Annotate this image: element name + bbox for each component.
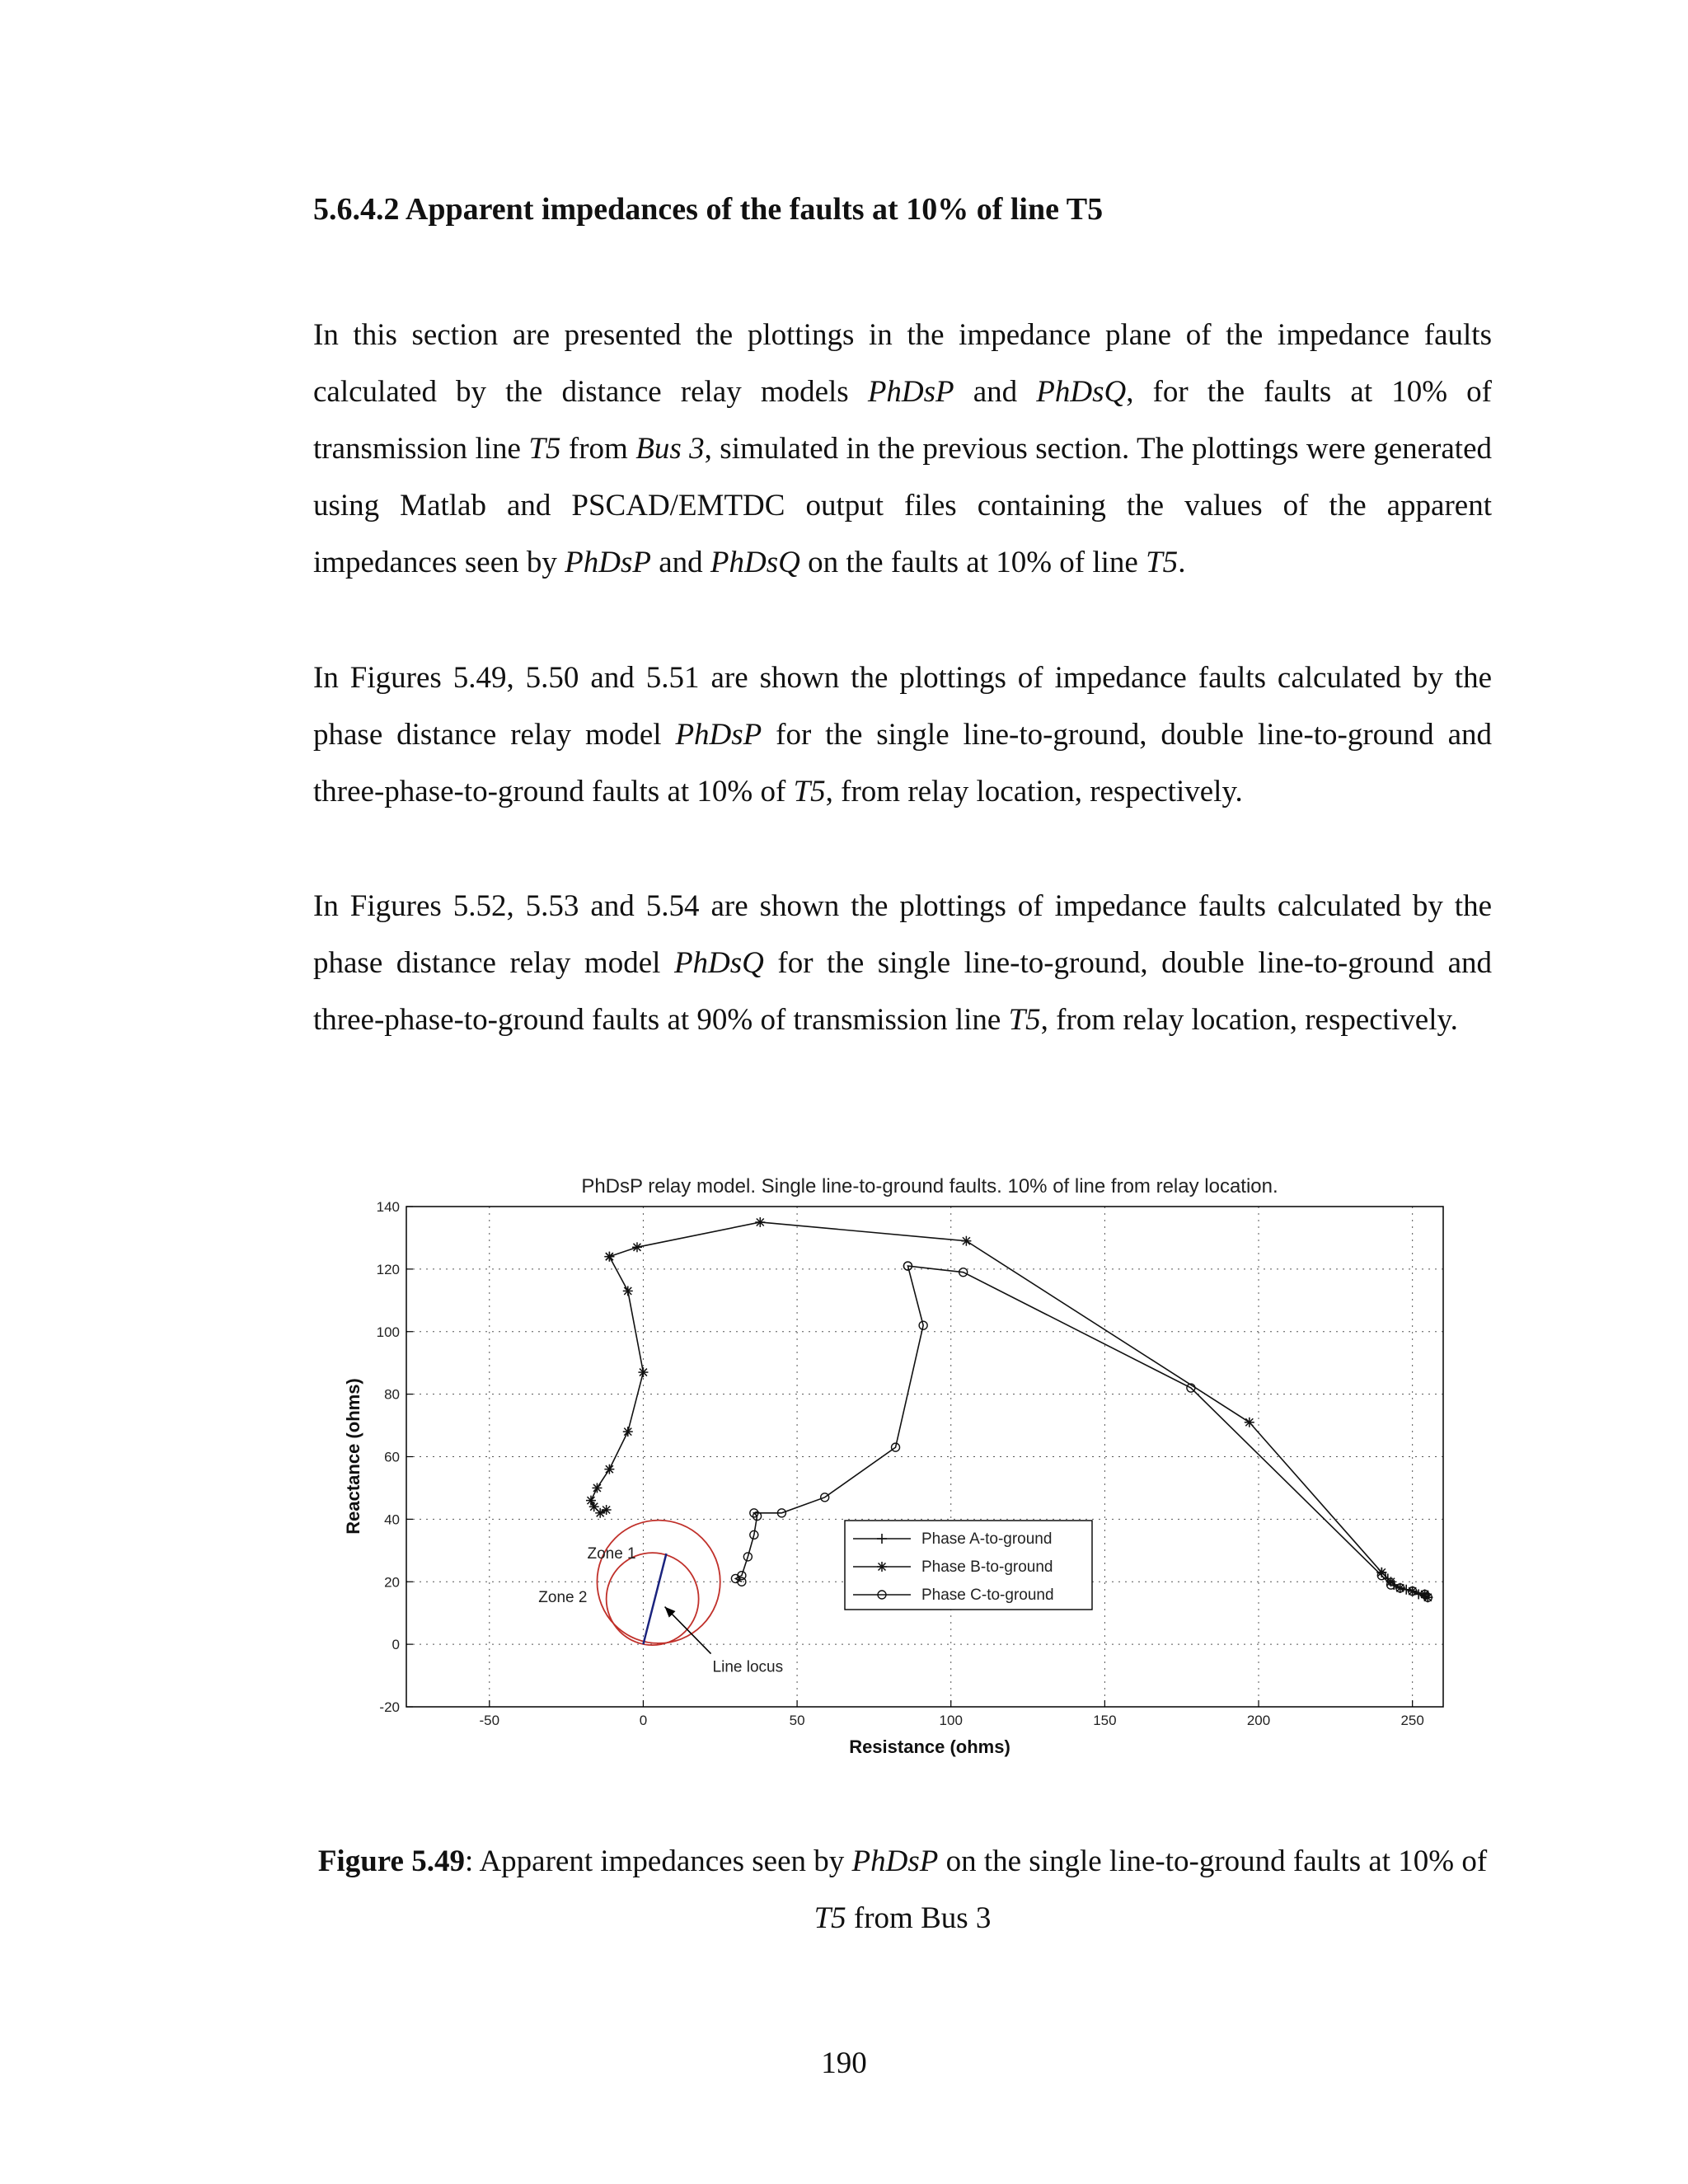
caption-run-2: PhDsP [851, 1844, 939, 1878]
x-tick-label: 100 [939, 1713, 963, 1728]
caption-run-4: T5 [814, 1901, 846, 1935]
y-tick-label: 40 [384, 1511, 400, 1528]
para1-run-9: PhDsP [565, 546, 651, 579]
chart-title: PhDsP relay model. Single line-to-ground faults. 10% of line from relay location. [581, 1175, 1278, 1197]
para1-run-11: PhDsQ [710, 546, 800, 579]
x-tick-label: 150 [1093, 1713, 1117, 1728]
y-tick-label: 60 [384, 1449, 400, 1465]
line-locus-label: Line locus [712, 1658, 784, 1676]
paragraph-intro [313, 307, 1492, 591]
caption-run-3: on the single line-to-ground faults at 10% of [938, 1844, 1488, 1878]
x-tick-label: 0 [639, 1713, 648, 1728]
y-tick-label: 120 [376, 1261, 400, 1277]
y-tick-label: 140 [376, 1199, 400, 1215]
para1-run-4: , for the faults at 10% of transmission line [313, 375, 1492, 466]
impedance-plot [330, 1166, 1475, 1768]
zones [538, 1521, 783, 1676]
para1-run-1: PhDsP [867, 375, 954, 409]
legend-label-2: Phase B-to-ground [921, 1558, 1053, 1576]
y-tick-label: 0 [392, 1637, 400, 1653]
x-tick-label: 50 [789, 1713, 805, 1728]
series-2-point [755, 1217, 765, 1227]
y-axis-label: Reactance (ohms) [343, 1378, 363, 1535]
series-2-point [592, 1483, 602, 1493]
para2-run-0: In Figures 5.49, 5.50 and 5.51 are shown the plottings of impedance faults calculated by the phase distance relay model [313, 661, 1492, 752]
caption-run-0: Figure 5.49 [317, 1844, 465, 1878]
zone-1-label: Zone 1 [587, 1545, 636, 1563]
y-tick-label: 20 [384, 1574, 400, 1591]
para2-run-2: for the single line-to-ground, double line-to-ground and three-phase-to-ground faults at 10% of [313, 718, 1492, 808]
legend-label-1: Phase A-to-ground [921, 1530, 1053, 1548]
caption-run-5: from Bus 3 [846, 1901, 992, 1935]
para3-run-0: In Figures 5.52, 5.53 and 5.54 are shown the plottings of impedance faults calculated by the phase distance relay model [313, 889, 1492, 980]
para1-run-6: from [560, 432, 636, 466]
zone-1-circle [607, 1553, 699, 1645]
grid [406, 1207, 1443, 1707]
series-2-point [586, 1496, 596, 1506]
series-2-point [623, 1286, 633, 1296]
para1-run-7: Bus 3 [635, 432, 705, 466]
para3-run-2: for the single line-to-ground, double line-to-ground and three-phase-to-ground faults at 90% of transmission line [313, 946, 1492, 1037]
y-tick-label: 100 [376, 1324, 400, 1340]
para1-run-13: T5 [1146, 546, 1179, 579]
x-axis-label: Resistance (ohms) [849, 1736, 1010, 1757]
line-locus [643, 1554, 666, 1644]
series-2-point [1245, 1418, 1254, 1427]
series-2-point [604, 1465, 614, 1474]
para2-run-1: PhDsP [675, 718, 762, 752]
para3-run-1: PhDsQ [673, 946, 764, 980]
y-tick-label: 80 [384, 1386, 400, 1403]
x-tick-label: 200 [1246, 1713, 1271, 1728]
para3-run-3: T5 [1008, 1003, 1041, 1037]
series-2-point [638, 1367, 648, 1377]
para1-run-8: , simulated in the previous section. The plottings were generated using Matlab and PSCAD/EMTDC output files containing the values of the apparent impedances seen by [313, 432, 1492, 579]
x-tick-label: -50 [479, 1713, 500, 1728]
para1-run-10: and [650, 546, 710, 579]
series-2-point [623, 1427, 633, 1436]
para1-run-3: PhDsQ [1036, 375, 1127, 409]
legend-label-3: Phase C-to-ground [921, 1586, 1054, 1604]
para1-run-5: T5 [528, 432, 561, 466]
paragraph-phdsp-figures [313, 649, 1492, 820]
legend [845, 1521, 1092, 1610]
para1-run-12: on the faults at 10% of line [799, 546, 1146, 579]
para1-run-2: and [954, 375, 1037, 409]
zone-2-label: Zone 2 [538, 1589, 588, 1607]
y-tick-label: -20 [379, 1699, 400, 1715]
legend-marker-2 [877, 1562, 887, 1572]
plot-frame [406, 1207, 1443, 1707]
x-tick-label: 250 [1400, 1713, 1424, 1728]
series-2-point [604, 1252, 614, 1262]
series-2-point [961, 1236, 971, 1246]
figure-caption [313, 1833, 1492, 1947]
para3-run-4: , from relay location, respectively. [1040, 1003, 1458, 1037]
para2-run-4: , from relay location, respectively. [825, 775, 1243, 808]
series-2-point [632, 1242, 642, 1252]
axis-ticks [377, 1199, 1424, 1728]
figure-5-49 [330, 1166, 1475, 1768]
section-heading: 5.6.4.2 Apparent impedances of the faults at 10% of line T5 [313, 192, 1104, 227]
paragraph-phdsq-figures [313, 878, 1492, 1048]
page-number: 190 [821, 2046, 867, 2080]
para2-run-3: T5 [793, 775, 826, 808]
caption-run-1: : Apparent impedances seen by [464, 1844, 852, 1878]
para1-run-14: . [1178, 546, 1186, 579]
para1-run-0: In this section are presented the plottings in the impedance plane of the impedance faults calculated by the distance relay models [313, 318, 1492, 409]
